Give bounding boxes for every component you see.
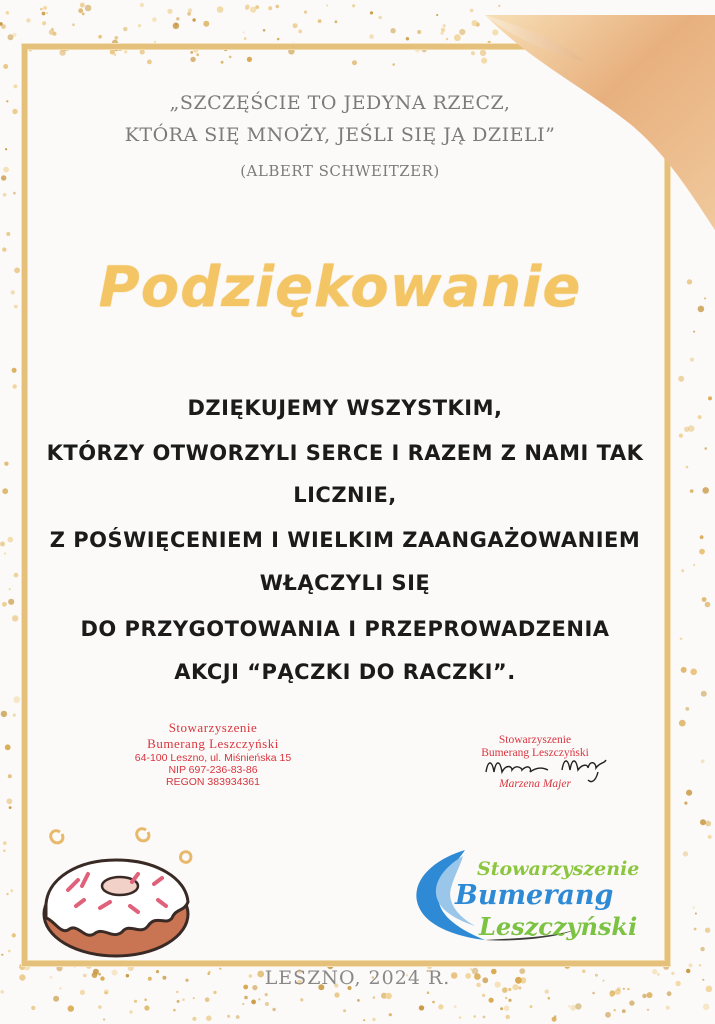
logo-line-3: Leszczyński [479, 912, 638, 941]
message-line-2: KTÓRZY OTWORZYLI SERCE I RAZEM Z NAMI TAK [46, 441, 644, 465]
place-and-date: LESZNO, 2024 R. [264, 967, 451, 989]
page-curl-decoration [485, 0, 715, 230]
logo-line-2: Bumerang [455, 880, 614, 911]
logo-line-1: Stowarzyszenie [477, 858, 640, 880]
message-line-1: DZIĘKUJEMY WSZYSTKIM, [187, 396, 503, 420]
message-line-7: AKCJI “PĄCZKI DO RACZKI”. [174, 660, 516, 684]
donut-illustration [38, 822, 198, 962]
signatory-name: Marzena Majer [499, 778, 571, 790]
message-line-3: LICZNIE, [293, 483, 397, 507]
stamp-org-line-1: Stowarzyszenie [168, 720, 258, 735]
signature-stamp-org-line-1: Stowarzyszenie [498, 734, 572, 746]
message-line-6: DO PRZYGOTOWANIA I PRZEPROWADZENIA [80, 617, 610, 641]
stamp-regon: REGON 383934361 [166, 776, 260, 788]
message-line-4: Z POŚWIĘCENIEM I WIELKIM ZAANGAŻOWANIEM [49, 528, 641, 552]
stamp-nip: NIP 697-236-83-86 [168, 764, 258, 776]
signature-stamp-org-line-2: Bumerang Leszczyński [481, 747, 589, 759]
handwritten-signature [478, 746, 628, 786]
stamp-org-line-2: Bumerang Leszczyński [147, 736, 279, 751]
stamp-address: 64-100 Leszno, ul. Miśnieńska 15 [134, 752, 292, 764]
association-logo [405, 842, 655, 952]
quote-line-1: „SZCZĘŚCIE TO JEDYNA RZECZ, [169, 92, 511, 114]
quote-author: (ALBERT SCHWEITZER) [240, 162, 440, 180]
certificate-title: Podziękowanie [98, 255, 582, 320]
message-line-5: WŁĄCZYLI SIĘ [259, 571, 431, 595]
association-stamp [118, 720, 308, 788]
quote-line-2: KTÓRA SIĘ MNOŻY, JEŚLI SIĘ JĄ DZIELI” [124, 124, 556, 146]
